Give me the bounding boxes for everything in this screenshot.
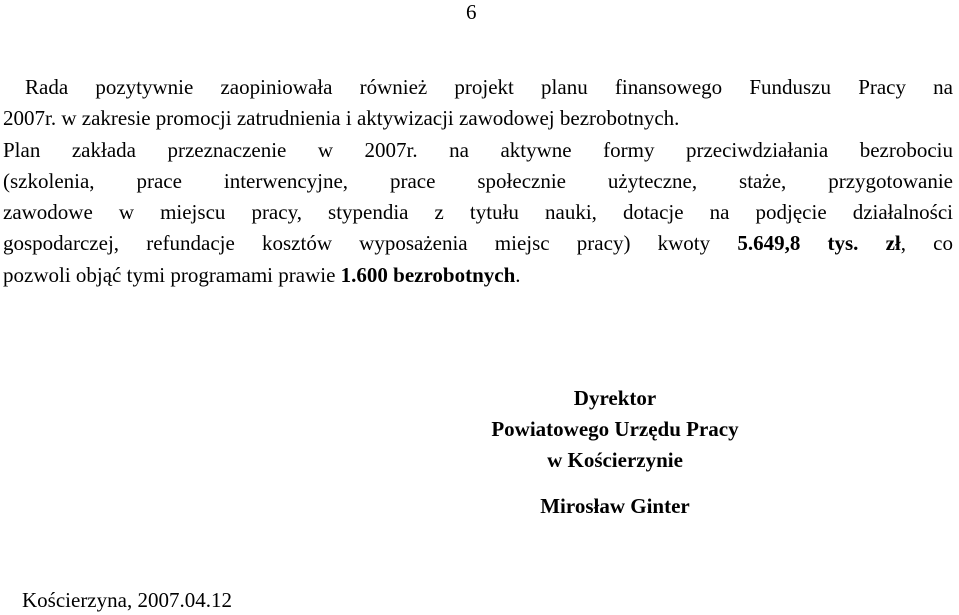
paragraph-line-6-text: gospodarczej, refundacje kosztów wyposażenia miejsc pracy) kwoty	[3, 231, 738, 256]
paragraph-line-3: Plan zakłada przeznaczenie w 2007r. na aktywne formy przeciwdziałania bezrobociu	[3, 137, 953, 162]
paragraph-line-4: (szkolenia, prace interwencyjne, prace społecznie użyteczne, staże, przygotowanie	[3, 168, 953, 193]
paragraph-line-2: 2007r. w zakresie promocji zatrudnienia i aktywizacji zawodowej bezrobotnych.	[3, 106, 680, 131]
place-and-date: Kościerzyna, 2007.04.12	[22, 588, 232, 612]
paragraph-line-1: Rada pozytywnie zaopiniowała również projekt planu finansowego Funduszu Pracy na	[25, 75, 953, 99]
paragraph-line-7-text: pozwoli objąć tymi programami prawie	[3, 262, 341, 287]
paragraph-line-6-tail: , co	[900, 231, 954, 256]
page-number: 6	[466, 0, 477, 24]
paragraph-line-7-tail: .	[515, 262, 521, 287]
signature-block	[440, 383, 790, 522]
funding-amount: 5.649,8 tys. zł	[737, 231, 901, 256]
paragraph-line-7	[3, 260, 953, 291]
signature-title: Dyrektor	[573, 386, 657, 410]
unemployed-count: 1.600 bezrobotnych	[340, 262, 516, 287]
paragraph-line-6	[3, 228, 953, 259]
paragraph-line-5: zawodowe w miejscu pracy, stypendia z tytułu nauki, dotacje na podjęcie działalności	[3, 200, 953, 225]
signature-location: w Kościerzynie	[547, 448, 683, 472]
signature-name: Mirosław Ginter	[540, 494, 690, 518]
body-paragraph	[3, 72, 953, 291]
signature-office: Powiatowego Urzędu Pracy	[491, 417, 739, 441]
